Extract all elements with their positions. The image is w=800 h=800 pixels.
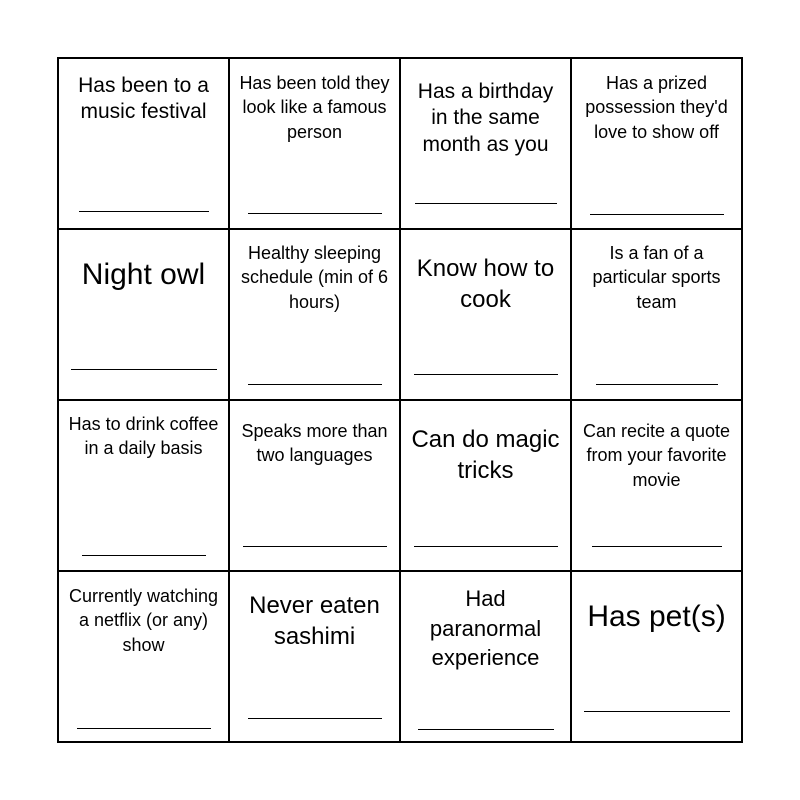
signature-line [82,555,206,556]
signature-line [418,729,554,730]
cell-prompt: Know how to cook [416,255,555,314]
bingo-cell[interactable] [59,59,230,230]
cell-prompt: Can recite a quote from your favorite movie [582,421,731,490]
bingo-cell[interactable] [572,572,743,743]
signature-line [79,211,209,212]
cell-prompt: Never eaten sashimi [249,592,380,651]
cell-prompt: Has been to a music festival [78,74,209,124]
signature-line [414,546,558,547]
signature-line [415,203,557,204]
signature-line [71,369,217,370]
cell-prompt: Speaks more than two languages [241,421,388,466]
signature-line [592,546,722,547]
bingo-cell[interactable] [59,401,230,572]
cell-prompt: Had paranormal experience [429,586,542,671]
cell-prompt: Has been told they look like a famous person [239,73,390,142]
bingo-cell[interactable] [230,230,401,401]
bingo-cell[interactable] [59,230,230,401]
bingo-cell[interactable] [230,401,401,572]
cell-prompt: Has a birthday in the same month as you [417,80,554,156]
cell-prompt: Can do magic tricks [411,426,560,485]
bingo-cell[interactable] [572,401,743,572]
bingo-cell[interactable] [59,572,230,743]
signature-line [596,384,718,385]
signature-line [77,728,211,729]
bingo-cell[interactable] [572,230,743,401]
bingo-card [57,57,743,743]
cell-prompt: Is a fan of a particular sports team [592,243,721,312]
bingo-cell[interactable] [401,230,572,401]
bingo-cell[interactable] [230,572,401,743]
signature-line [584,711,730,712]
bingo-cell[interactable] [401,572,572,743]
bingo-cell[interactable] [401,59,572,230]
signature-line [248,718,382,719]
cell-prompt: Healthy sleeping schedule (min of 6 hours) [240,243,389,312]
bingo-cell[interactable] [230,59,401,230]
cell-prompt: Night owl [81,258,206,291]
bingo-cell[interactable] [401,401,572,572]
cell-prompt: Has a prized possession they'd love to show off [585,73,728,142]
bingo-cell[interactable] [572,59,743,230]
signature-line [414,374,558,375]
signature-line [248,213,382,214]
cell-prompt: Has to drink coffee in a daily basis [68,414,219,459]
signature-line [243,546,387,547]
cell-prompt: Currently watching a netflix (or any) show [68,586,219,655]
cell-prompt: Has pet(s) [587,600,726,633]
signature-line [590,214,724,215]
signature-line [248,384,382,385]
